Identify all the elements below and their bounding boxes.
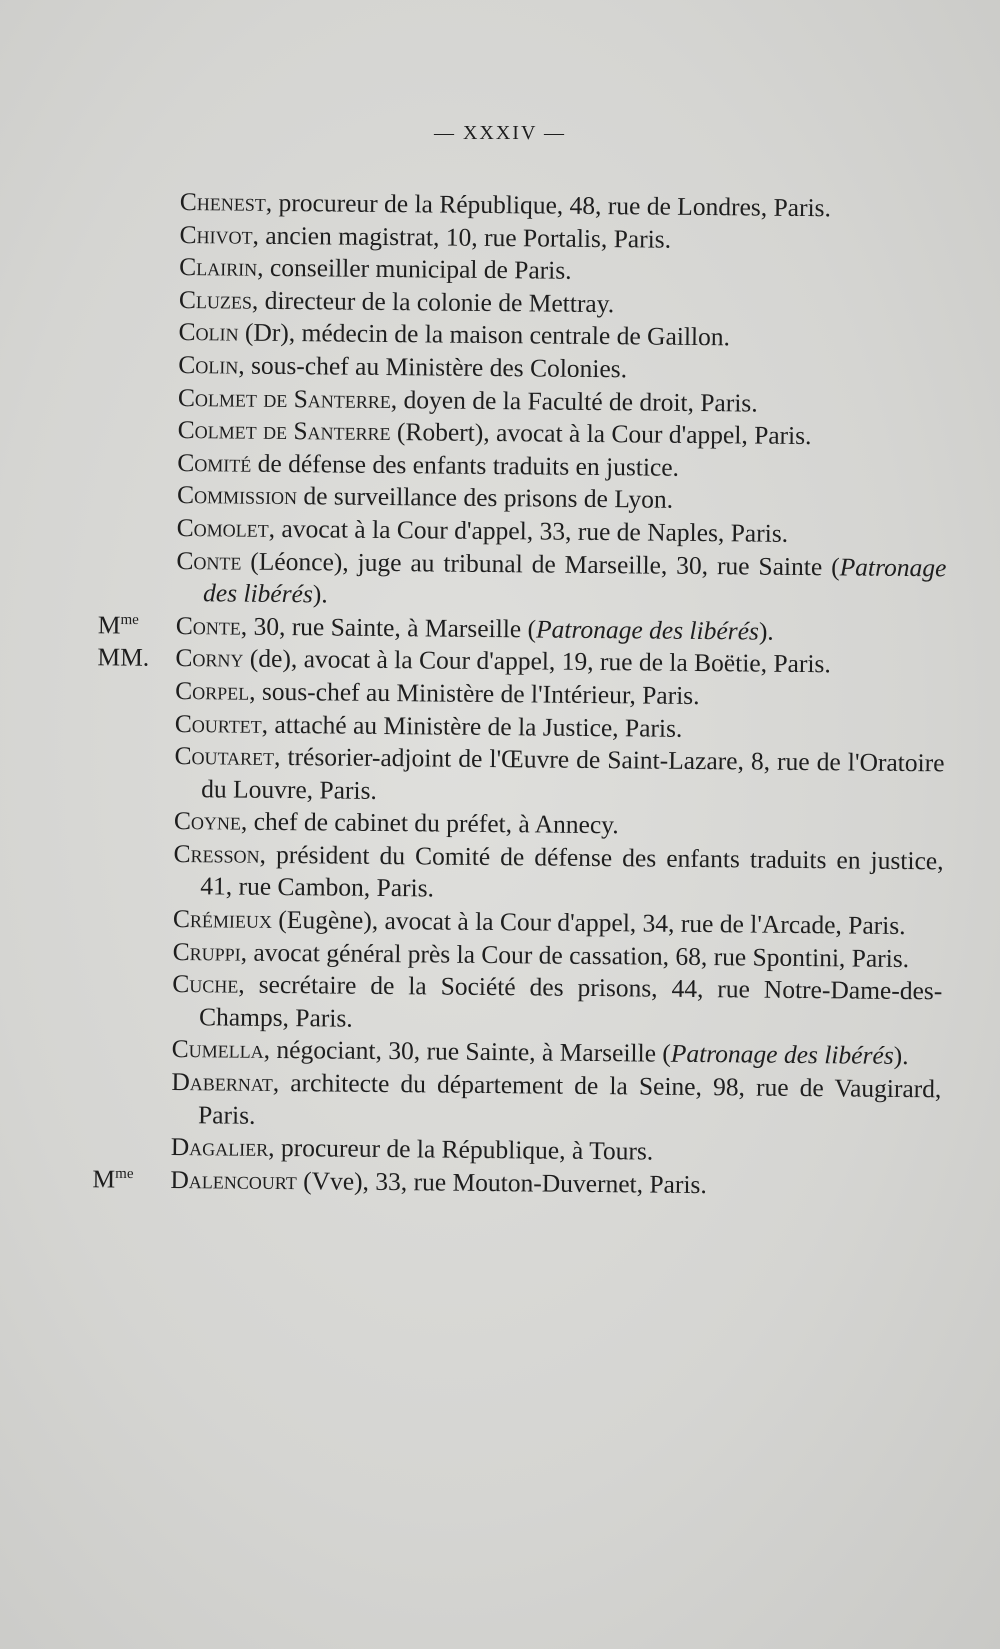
page-number: — XXXIV — <box>433 122 567 144</box>
entry-text: , sous-chef au Ministère de l'Intérieur, Paris. <box>249 676 700 710</box>
honorific-prefix: $M^{me}$ <box>97 609 139 640</box>
entry-text: (Léonce), juge au tribunal de Marseille, 30, rue Sainte ( <box>241 546 840 581</box>
entry-name: Colmet de Santerre <box>177 382 392 414</box>
entry-name: Clairin <box>179 252 258 282</box>
entry-text: de défense des enfants traduits en justice. <box>251 448 680 482</box>
entry-text: , chef de cabinet du préfet, à Annecy. <box>240 806 619 840</box>
entry-text: , directeur de la colonie de Mettray. <box>251 285 615 318</box>
entry-name: Conte <box>175 610 241 641</box>
entry-name: Coyne <box>173 806 242 836</box>
honorific-prefix: $M^{me}$ <box>92 1164 134 1194</box>
entry-name: Cumella <box>171 1034 264 1065</box>
entry-text: , ancien magistrat, 10, rue Portalis, Paris. <box>252 220 672 254</box>
entry-text: (Robert), avocat à la Cour d'appel, Paris. <box>390 417 812 451</box>
entry-name: Cuche <box>172 969 239 999</box>
list-entry <box>176 545 947 618</box>
entry-name: Dabernat <box>171 1066 273 1097</box>
entry-tail: ). <box>893 1041 909 1071</box>
entry-name: Colin <box>178 349 239 380</box>
entry-name: Colmet de Santerre <box>177 415 391 447</box>
entry-italic-note: Patronage des libérés <box>535 614 760 646</box>
entry-name: Colin <box>178 317 239 347</box>
entry-name: Chivot <box>179 219 253 250</box>
entry-text: de surveillance des prisons de Lyon. <box>296 481 674 515</box>
list-entry <box>174 740 945 813</box>
entry-text: , secrétaire de la Société des prisons, 44, rue Notre-Dame-des-Champs, Paris. <box>198 969 943 1033</box>
entry-text: , avocat général près la Cour de cassation, 68, rue Spontini, Paris. <box>240 937 910 973</box>
entry-name: Courtet <box>174 708 262 739</box>
entry-name: Chenest <box>179 186 267 217</box>
entry-name: Corny <box>175 643 244 673</box>
entry-tail: ). <box>758 616 774 646</box>
list-entry <box>172 968 943 1041</box>
list-entry <box>92 1164 940 1204</box>
entry-italic-note: Patronage des libérés <box>670 1039 894 1071</box>
entry-name: Comité <box>177 447 252 478</box>
entry-italic-note: Patronage des libérés <box>202 551 947 609</box>
entry-text: , président du Comité de défense des enfants traduits en justice, 41, rue Cambon, Paris. <box>200 839 944 903</box>
entry-tail: ). <box>312 579 328 609</box>
entry-name: Commission <box>176 480 298 511</box>
entry-name: Dagalier <box>170 1132 269 1163</box>
entry-text: (Vve), 33, rue Mouton-Duvernet, Paris. <box>296 1165 707 1199</box>
entry-name: Dalencourt <box>170 1164 297 1195</box>
entry-text: , attaché au Ministère de la Justice, Paris. <box>261 709 683 743</box>
entry-name: Comolet <box>176 512 269 543</box>
entry-name: Coutaret <box>174 741 275 772</box>
entry-text: , 30, rue Sainte, à Marseille ( <box>240 611 537 644</box>
entry-text: (Dr), médecin de la maison centrale de Gaillon. <box>238 317 731 352</box>
entry-text: (de), avocat à la Cour d'appel, 19, rue de la Boëtie, Paris. <box>243 643 831 679</box>
list-entry <box>173 838 944 911</box>
entry-text: , procureur de la République, à Tours. <box>268 1133 654 1166</box>
entry-text: (Eugène), avocat à la Cour d'appel, 34, rue de l'Arcade, Paris. <box>271 904 906 941</box>
entry-name: Cruppi <box>172 936 241 967</box>
entry-text: , trésorier-adjoint de l'Œuvre de Saint-Lazare, 8, rue de l'Oratoire du Louvre, Paris. <box>201 742 945 805</box>
entry-text: , procureur de la République, 48, rue de Londres, Paris. <box>265 187 832 223</box>
entry-text: , sous-chef au Ministère des Colonies. <box>238 350 628 384</box>
entry-text: , conseiller municipal de Paris. <box>257 252 572 285</box>
entry-name: Crémieux <box>172 904 273 934</box>
entry-name: Corpel <box>175 675 250 706</box>
entry-name: Conte <box>176 545 242 576</box>
honorific-prefix: MM. <box>97 642 150 673</box>
list-entry <box>171 1066 942 1139</box>
entry-name: Cluzes <box>178 284 253 315</box>
entry-text: , doyen de la Faculté de droit, Paris. <box>390 384 758 418</box>
member-list <box>92 186 950 1204</box>
entry-name: Cresson <box>173 838 260 869</box>
entry-text: , négociant, 30, rue Sainte, à Marseille ( <box>263 1035 671 1069</box>
entry-text: , avocat à la Cour d'appel, 33, rue de Naples, Paris. <box>268 513 789 548</box>
entry-text: , architecte du département de la Seine, 98, rue de Vaugirard, Paris. <box>197 1067 942 1130</box>
